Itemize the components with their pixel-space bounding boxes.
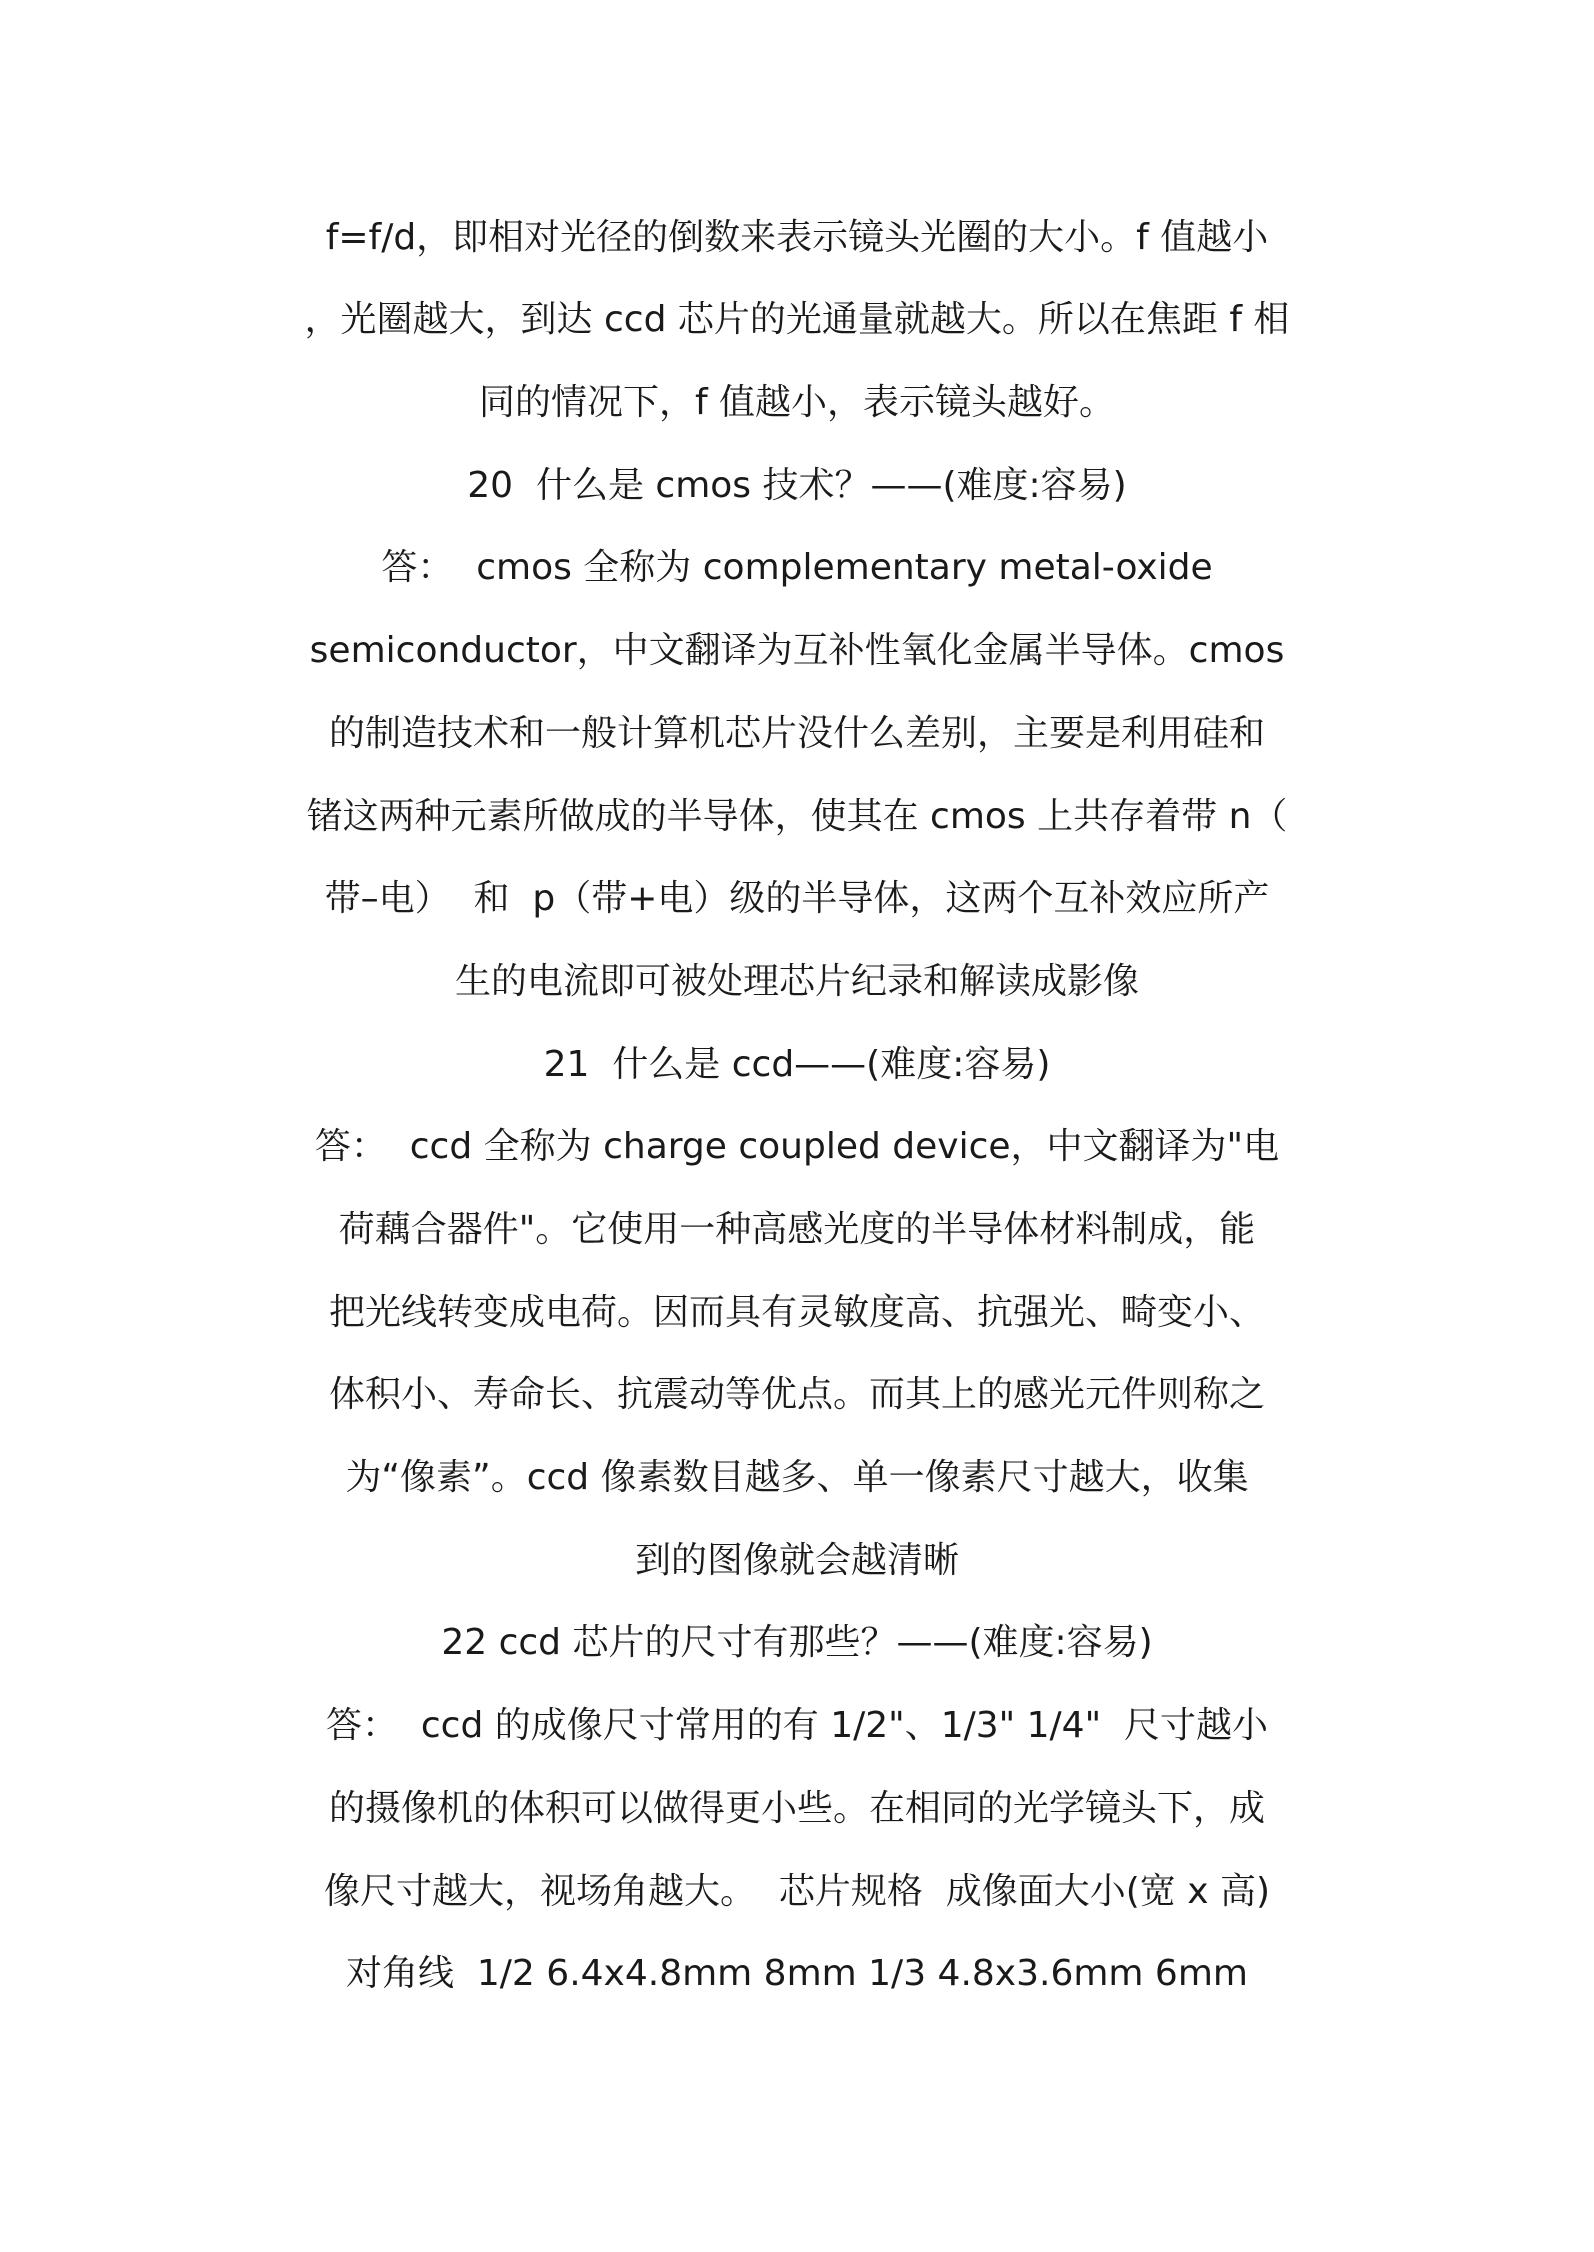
- text-line: 体积小、寿命长、抗震动等优点。而其上的感光元件则称之: [328, 1374, 1265, 1415]
- text-line: 为“像素”。ccd 像素数目越多、单一像素尺寸越大，收集: [345, 1457, 1249, 1498]
- text-line: 到的图像就会越清晰: [634, 1540, 959, 1581]
- question-heading-21: 21 什么是 ccd——(难度:容易): [543, 1044, 1051, 1085]
- text-line: 对角线 1/2 6.4x4.8mm 8mm 1/3 4.8x3.6mm 6mm: [346, 1953, 1248, 1994]
- answer-line: 答： ccd 全称为 charge coupled device，中文翻译为"电: [314, 1126, 1280, 1167]
- text-line: 把光线转变成电荷。因而具有灵敏度高、抗强光、畸变小、: [328, 1292, 1265, 1333]
- text-line: 生的电流即可被处理芯片纪录和解读成影像: [454, 961, 1139, 1002]
- text-line: 的摄像机的体积可以做得更小些。在相同的光学镜头下，成: [328, 1788, 1265, 1829]
- text-line: 锗这两种元素所做成的半导体，使其在 cmos 上共存着带 n（: [306, 796, 1288, 837]
- text-line: 的制造技术和一般计算机芯片没什么差别，主要是利用硅和: [328, 713, 1265, 754]
- text-line: semiconductor，中文翻译为互补性氧化金属半导体。cmos: [309, 630, 1285, 671]
- text-line: ，光圈越大，到达 ccd 芯片的光通量就越大。所以在焦距 f 相: [304, 299, 1290, 340]
- question-heading-20: 20 什么是 cmos 技术？——(难度:容易): [467, 465, 1127, 506]
- answer-line: 答： cmos 全称为 complementary metal-oxide: [381, 547, 1213, 588]
- text-line: 荷藕合器件"。它使用一种高感光度的半导体材料制成，能: [338, 1209, 1256, 1250]
- question-heading-22: 22 ccd 芯片的尺寸有那些？——(难度:容易): [441, 1622, 1153, 1663]
- text-line: 带–电） 和 p（带+电）级的半导体，这两个互补效应所产: [324, 878, 1270, 919]
- text-line: 像尺寸越大，视场角越大。 芯片规格 成像面大小(宽 x 高): [323, 1871, 1271, 1912]
- text-line: f=f/d，即相对光径的倒数来表示镜头光圈的大小。f 值越小: [325, 217, 1269, 258]
- text-line: 同的情况下，f 值越小，表示镜头越好。: [478, 382, 1116, 423]
- answer-line: 答： ccd 的成像尺寸常用的有 1/2"、1/3" 1/4" 尺寸越小: [325, 1705, 1269, 1746]
